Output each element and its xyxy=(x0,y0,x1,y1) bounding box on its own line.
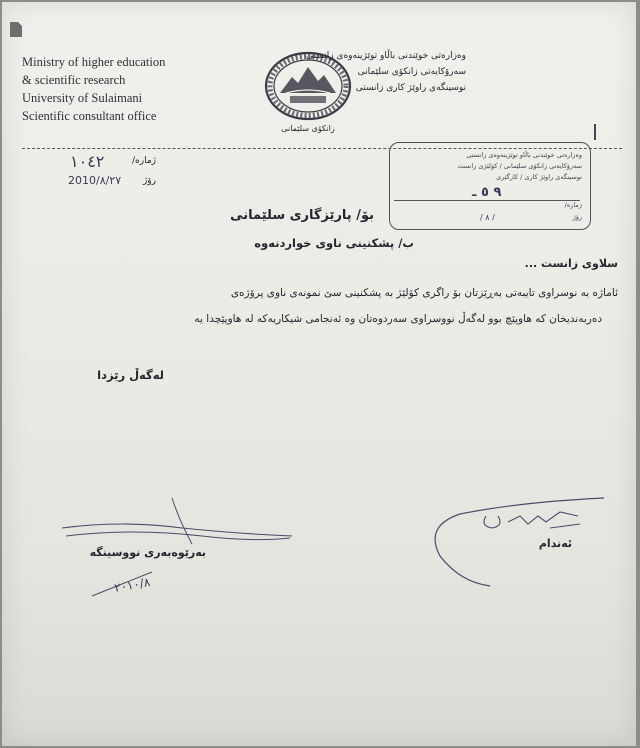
header-en-line-4: Scientific consultant office xyxy=(22,109,157,123)
header-en-line-2: & scientific research xyxy=(22,73,126,87)
stamp-line-1: وەزارەتی خوێندنی باڵاو توێژینەوەی زانستی xyxy=(466,151,582,159)
header-ku-line-2: سەرۆکایەتی زانکۆی سلێمانی xyxy=(357,67,466,77)
body-greeting: سلاوی زانست ... xyxy=(524,257,618,270)
body-line-1: ئاماژە بە نوسراوی تایبەتی بەڕێزتان بۆ راگری کۆلێژ بە پشکنینی سێ نمونەی ناوی پرۆژەی xyxy=(230,287,618,299)
stamp-line-2: سەرۆکایەتی زانکۆی سلێمانی / کۆلێژی زانست xyxy=(457,162,582,170)
right-signature-title: ئەندام xyxy=(538,537,572,550)
header-ku-line-3: نوسینگەی راوێژ کاری زانستی xyxy=(355,83,466,93)
logo-caption: زانکۆی سلێمانی xyxy=(281,124,335,133)
left-signature-title: بەرێوەبەری نووسینگە xyxy=(89,546,206,559)
header-en-line-1: Ministry of higher education xyxy=(22,55,166,69)
document-sheet xyxy=(2,2,636,746)
ref-date-label: رۆژ xyxy=(142,176,156,186)
header-ku-line-1: وەزارەتی خوێندنی باڵاو توێژینەوەی زانستی xyxy=(305,51,466,61)
margin-mark xyxy=(594,124,596,140)
header-en-line-3: University of Sulaimani xyxy=(22,91,143,105)
reference-block xyxy=(62,152,162,192)
document-icon xyxy=(10,22,22,37)
ref-number-label: ژمارە/ xyxy=(131,156,156,166)
stamp-date-label: رۆژ xyxy=(572,213,582,221)
header-english xyxy=(22,53,165,125)
right-signature-icon xyxy=(420,486,620,596)
body-closing: لەگەڵ رێزدا xyxy=(97,368,164,382)
body-line-2: دەربەندیخان کە هاوپێچ بوو لەگەڵ نووسراوی سەردوەتان وە ئەنجامی شیکاریەکە لە هاوپێچدا یە xyxy=(194,313,602,325)
recipient-to: بۆ/ پارێزگاری سلێمانی xyxy=(230,208,374,223)
stamp-date-fill: / ٨ / xyxy=(480,213,495,222)
ref-number-value: ١٠٤٢ xyxy=(70,152,105,171)
registry-stamp xyxy=(389,142,591,230)
stamp-handwritten: ٩ ٥ ـ xyxy=(472,185,502,200)
ref-date-value: 2010/٨/٢٧ xyxy=(68,174,122,187)
header-kurdish xyxy=(306,48,466,96)
stamp-divider xyxy=(394,200,580,201)
stamp-number-label: ژمارە/ xyxy=(564,201,582,209)
recipient-subject: ب/ پشکنینی ناوی خواردنەوە xyxy=(254,236,414,250)
left-signature-date: ٢٠١٠/٨ xyxy=(113,574,152,596)
stamp-line-3: نوسینگەی راوێژ کاری / کارگێری xyxy=(496,173,582,181)
